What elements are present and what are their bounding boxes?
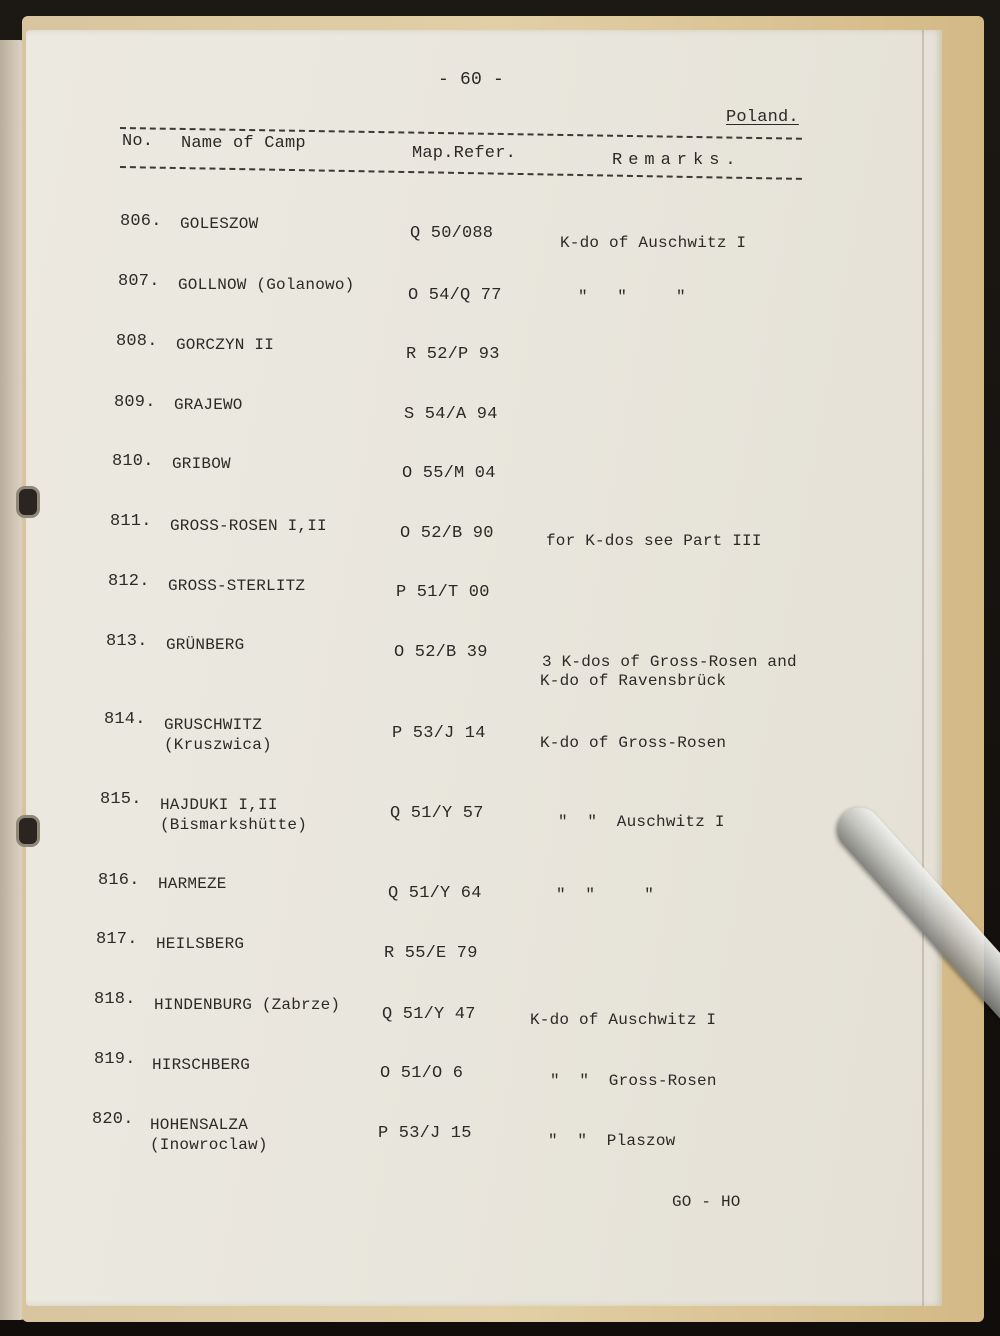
remarks: " " Plaszow <box>548 1132 676 1150</box>
camp-name: GRIBOW <box>172 455 231 473</box>
camp-name: HOHENSALZA <box>150 1116 249 1134</box>
remarks: " " Gross-Rosen <box>550 1072 717 1090</box>
camp-name: GRÜNBERG <box>166 636 245 654</box>
footer-range: GO - HO <box>672 1193 741 1211</box>
page-number: - 60 - <box>438 70 505 90</box>
row-number: 807. <box>118 272 160 291</box>
remarks: K-do of Auschwitz I <box>560 234 747 252</box>
row-number: 813. <box>106 632 148 651</box>
column-header-map: Map.Refer. <box>412 144 517 163</box>
row-number: 819. <box>94 1050 136 1069</box>
remarks: for K-dos see Part III <box>546 532 762 550</box>
row-number: 815. <box>100 790 142 809</box>
column-header-name: Name of Camp <box>181 134 306 153</box>
remarks: " " Auschwitz I <box>558 813 725 831</box>
map-reference: P 51/T 00 <box>396 583 490 602</box>
row-number: 809. <box>114 393 156 412</box>
row-number: 816. <box>98 871 140 890</box>
camp-name-alt: (Kruszwica) <box>164 736 272 754</box>
remarks-continued: K-do of Ravensbrück <box>540 672 727 690</box>
row-number: 806. <box>120 212 162 231</box>
camp-name: GROSS-STERLITZ <box>168 577 306 595</box>
map-reference: Q 51/Y 47 <box>382 1005 476 1024</box>
map-reference: O 52/B 39 <box>394 643 488 662</box>
map-reference: P 53/J 15 <box>378 1124 472 1143</box>
map-reference: Q 51/Y 64 <box>388 884 482 903</box>
camp-name-alt: (Bismarkshütte) <box>160 816 308 834</box>
map-reference: Q 50/088 <box>410 224 494 243</box>
camp-name: HAJDUKI I,II <box>160 796 278 814</box>
remarks: " " " <box>578 288 686 306</box>
remarks: 3 K-dos of Gross-Rosen and <box>542 653 797 671</box>
row-number: 811. <box>110 512 152 531</box>
row-number: 817. <box>96 930 138 949</box>
column-header-remarks: Remarks. <box>612 151 742 170</box>
map-reference: R 52/P 93 <box>406 345 500 364</box>
camp-name: HIRSCHBERG <box>152 1056 251 1074</box>
row-number: 820. <box>92 1110 134 1129</box>
map-reference: O 52/B 90 <box>400 524 494 543</box>
remarks: K-do of Auschwitz I <box>530 1011 717 1029</box>
remarks: " " " <box>556 886 655 904</box>
camp-name: HINDENBURG (Zabrze) <box>154 996 341 1014</box>
binder-hole <box>16 486 40 518</box>
camp-name: GRUSCHWITZ <box>164 716 263 734</box>
camp-name: GOLLNOW (Golanowo) <box>178 276 355 294</box>
map-reference: O 55/M 04 <box>402 464 496 483</box>
camp-name: HARMEZE <box>158 875 227 893</box>
row-number: 810. <box>112 452 154 471</box>
camp-name: HEILSBERG <box>156 935 245 953</box>
map-reference: Q 51/Y 57 <box>390 804 484 823</box>
map-reference: O 54/Q 77 <box>408 286 502 305</box>
country-heading: Poland. <box>726 108 799 127</box>
camp-name: GOLESZOW <box>180 215 259 233</box>
row-number: 814. <box>104 710 146 729</box>
row-number: 808. <box>116 332 158 351</box>
row-number: 818. <box>94 990 136 1009</box>
row-number: 812. <box>108 572 150 591</box>
remarks: K-do of Gross-Rosen <box>540 734 727 752</box>
column-header-no: No. <box>122 132 154 151</box>
map-reference: S 54/A 94 <box>404 405 498 424</box>
map-reference: R 55/E 79 <box>384 944 478 963</box>
camp-name: GROSS-ROSEN I,II <box>170 517 327 535</box>
camp-name: GRAJEWO <box>174 396 243 414</box>
camp-name: GORCZYN II <box>176 336 275 354</box>
map-reference: O 51/O 6 <box>380 1064 464 1083</box>
map-reference: P 53/J 14 <box>392 724 486 743</box>
document-page <box>26 30 942 1306</box>
camp-name-alt: (Inowroclaw) <box>150 1136 268 1154</box>
binder-hole <box>16 815 40 847</box>
